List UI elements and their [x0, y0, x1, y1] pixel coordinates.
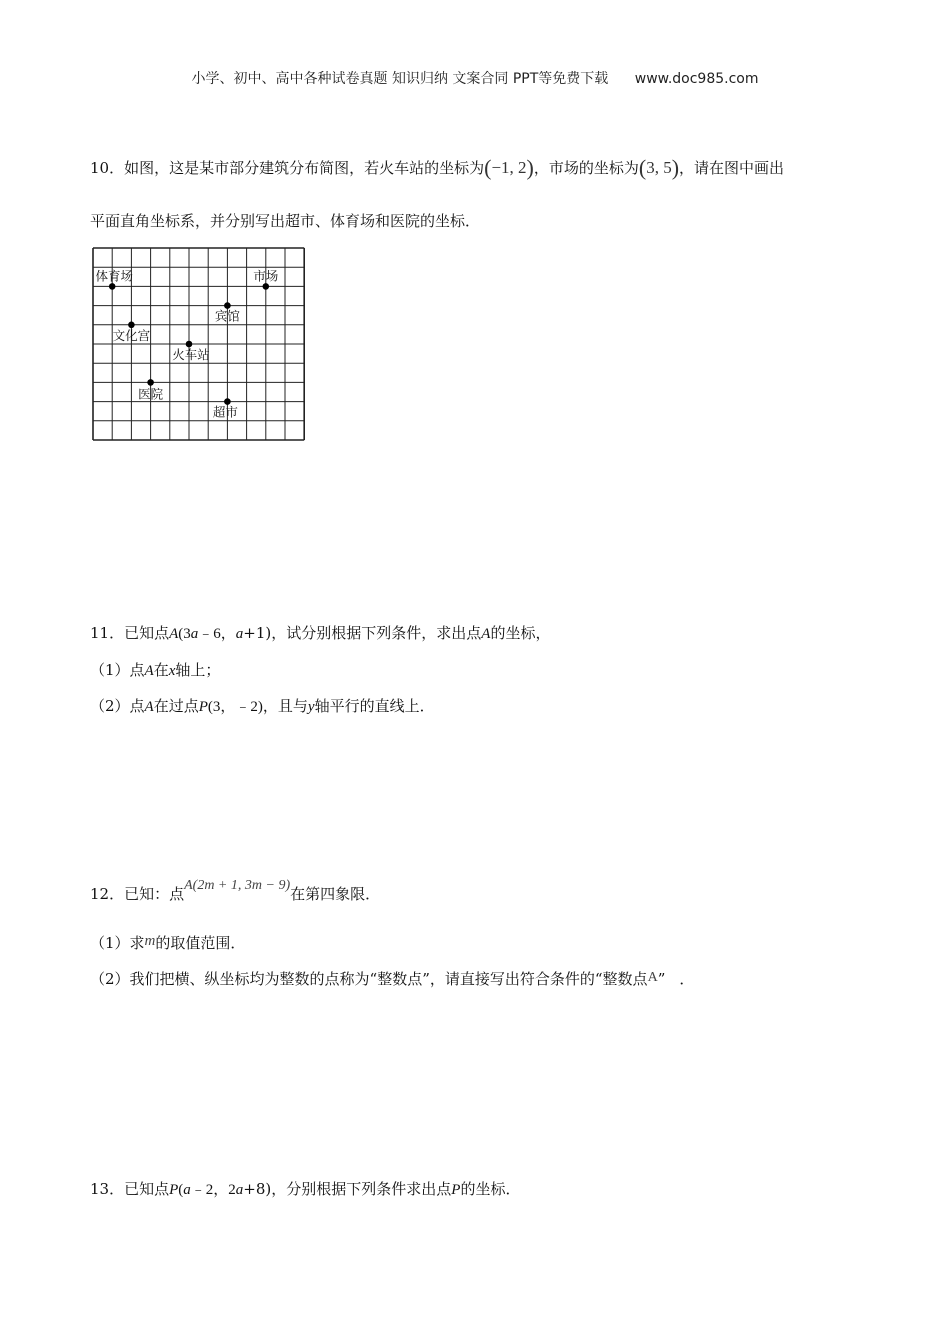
q13-line1: 13．已知点P(a﹣2，2a+8)，分别根据下列条件求出点P的坐标．: [90, 1180, 521, 1198]
q11-sub1: （1）点A在x轴上；: [90, 661, 221, 679]
map-place-label: 文化宫: [112, 327, 151, 343]
q10-line1: [90, 157, 784, 179]
q11-line1: 11．已知点A(3a﹣6，a+1)，试分别根据下列条件，求出点A的坐标，: [90, 624, 551, 642]
q10-coord-market: (3, 5): [638, 155, 680, 180]
q11-sub2: （2）点A在过点P(3，﹣2)，且与y轴平行的直线上．: [90, 697, 435, 715]
map-point: [263, 283, 270, 290]
header-site-link[interactable]: www.doc985.com: [634, 71, 759, 87]
q10-coord-train-station: (−1, 2): [484, 155, 534, 180]
map-place-label: 医院: [138, 386, 164, 402]
q12-line1: 12．已知：点A(2m + 1, 3m − 9)在第四象限．: [90, 878, 381, 903]
q13-number: 13．: [90, 1180, 125, 1198]
q12-formula: A(2m + 1, 3m − 9): [184, 878, 291, 893]
q10-text-c: ，请在图中画出: [679, 159, 785, 177]
map-point: [147, 379, 154, 386]
header-text: 小学、初中、高中各种试卷真题 知识归纳 文案合同 PPT等免费下载: [191, 71, 609, 87]
q12-number: 12．: [90, 885, 125, 903]
map-point: [109, 283, 116, 290]
city-map-grid: [88, 243, 310, 445]
q10-number: 10．: [90, 159, 125, 177]
q11-number: 11．: [90, 624, 125, 642]
map-place-label: 超市: [212, 404, 238, 420]
q12-sub1: （1）求m的取值范围．: [90, 933, 246, 952]
map-place-label: 火车站: [172, 347, 210, 362]
map-place-label: 宾馆: [214, 308, 240, 324]
q10-text-b: ，市场的坐标为: [533, 159, 639, 177]
map-place-label: 体育场: [95, 268, 133, 284]
page-header: [0, 68, 950, 88]
map-place-label: 市场: [253, 268, 279, 284]
q10-text-a: 如图，这是某市部分建筑分布简图，若火车站的坐标为: [124, 159, 485, 177]
q12-sub2: （2）我们把横、纵坐标均为整数的点称为“整数点”，请直接写出符合条件的“整数点A” ．: [90, 970, 695, 988]
q10-line2: 平面直角坐标系，并分别写出超市、体育场和医院的坐标．: [90, 212, 481, 230]
